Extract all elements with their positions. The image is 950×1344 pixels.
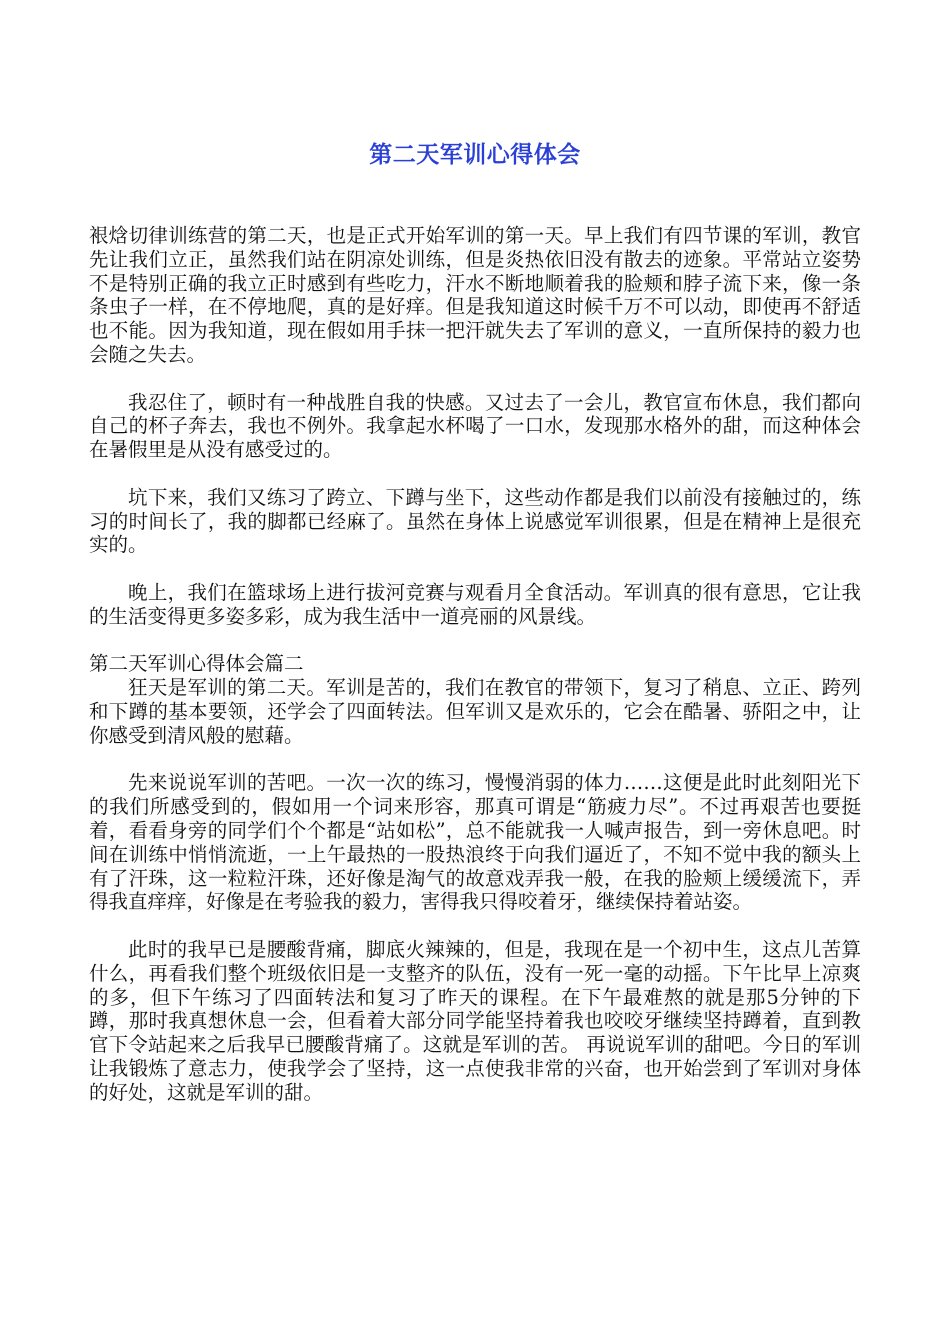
- paragraph: 先来说说军训的苦吧。一次一次的练习，慢慢消弱的体力……这便是此时此刻阳光下的我们所感受到的，假如用一个词来形容，那真可谓是“筋疲力尽”。不过再艰苦也要挺着，看看身旁的同学们个个都是“站如松”，总不能就我一人喊声报告，到一旁休息吧。时间在训练中悄悄流逝，一上午最热的一股热浪终于向我们逼近了，不知不觉中我的额头上有了汗珠，这一粒粒汗珠，还好像是淘气的故意戏弄我一般，在我的脸颊上缓缓流下，弄得我直痒痒，好像是在考验我的毅力，害得我只得咬着牙，继续保持着站姿。: [89, 771, 861, 914]
- paragraph: 坑下来，我们又练习了跨立、下蹲与坐下，这些动作都是我们以前没有接触过的，练习的时间长了，我的脚都已经麻了。虽然在身体上说感觉军训很累，但是在精神上是很充实的。: [89, 485, 861, 557]
- paragraph: 裉焓切律训练营的第二天，也是正式开始军训的第一天。早上我们有四节课的军训，教官先让我们立正，虽然我们站在阴凉处训练，但是炎热依旧没有散去的迹象。平常站立姿势不是特别正确的我立正时感到有些吃力，汗水不断地顺着我的脸颊和脖子流下来，像一条条虫子一样，在不停地爬，真的是好痒。但是我知道这时候千万不可以动，即使再不舒适也不能。因为我知道，现在假如用手抹一把汗就失去了军训的意义，一直所保持的毅力也会随之失去。: [89, 224, 861, 366]
- document-title: 第二天军训心得体会: [369, 142, 581, 168]
- paragraph: 狂天是军训的第二天。军训是苦的，我们在教官的带领下，复习了稍息、立正、跨列和下蹲的基本要领，还学会了四面转法。但军训又是欢乐的，它会在酷暑、骄阳之中，让你感受到清风般的慰藉。: [89, 676, 861, 747]
- paragraph: 此时的我早已是腰酸背痛，脚底火辣辣的，但是，我现在是一个初中生，这点儿苦算什么，再看我们整个班级依旧是一支整齐的队伍，没有一死一毫的动摇。下午比早上凉爽的多，但下午练习了四面转法和复习了昨天的课程。在下午最难熬的就是那5分钟的下蹲，那时我真想休息一会，但看着大部分同学能坚持着我也咬咬牙继续坚持蹲着，直到教官下令站起来之后我早已腰酸背痛了。这就是军训的苦。 再说说军训的甜吧。今日的军训让我锻炼了意志力，使我学会了坚持，这一点使我非常的兴奋，也开始尝到了军训对身体的好处，这就是军训的甜。: [89, 937, 861, 1104]
- paragraph: 晚上，我们在篮球场上进行拔河竞赛与观看月全食活动。军训真的很有意思，它让我的生活变得更多姿多彩，成为我生活中一道亮丽的风景线。: [89, 580, 861, 628]
- paragraph: 我忍住了，顿时有一种战胜自我的快感。又过去了一会儿，教官宣布休息，我们都向自己的杯子奔去，我也不例外。我拿起水杯喝了一口水，发现那水格外的甜，而这种体会在暑假里是从没有感受过的。: [89, 390, 861, 462]
- section-heading: 第二天军训心得体会篇二: [89, 652, 304, 676]
- document-body: [89, 224, 861, 1104]
